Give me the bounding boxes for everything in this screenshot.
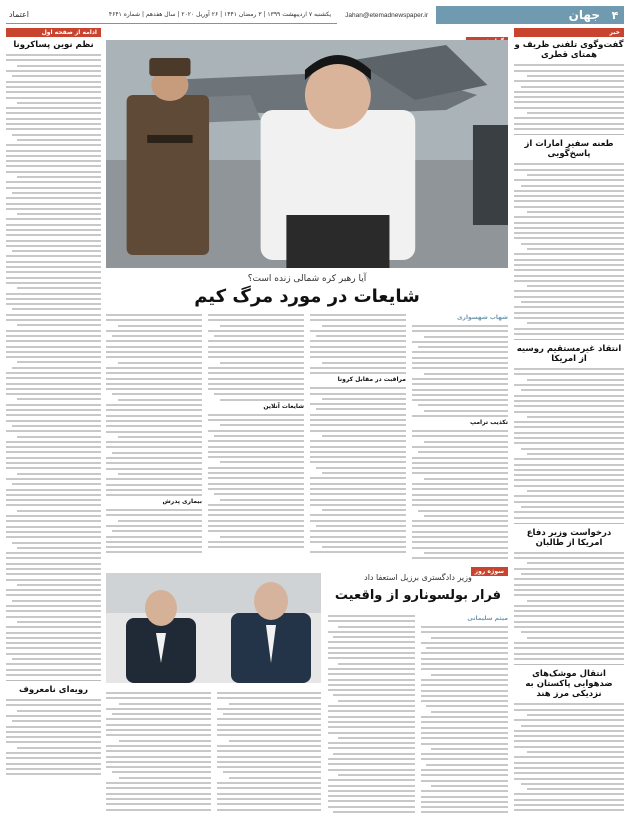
story-body xyxy=(217,690,322,814)
story-body xyxy=(208,412,304,548)
lower-story-columns xyxy=(106,690,321,814)
text-column xyxy=(106,312,202,552)
story-body xyxy=(514,550,624,660)
section-title: جهان xyxy=(436,6,606,24)
story-body xyxy=(412,323,508,417)
date-line: یکشنبه ۷ اردیبهشت ۱۳۹۹ | ۳ رمضان ۱۴۴۱ | ۲۶ آوریل ۲۰۲۰ | سال هفدهم | شماره ۴۶۴۱ xyxy=(32,6,337,24)
subhead: بیماری پدرش xyxy=(162,498,202,506)
story-body xyxy=(106,312,202,496)
story-body xyxy=(514,161,624,335)
main-kicker: آیا رهبر کره شمالی زنده است؟ xyxy=(247,274,367,284)
story-body xyxy=(310,385,406,553)
brazil-story-columns xyxy=(328,613,508,814)
subhead: مراقبت در مقابل کرونا xyxy=(337,376,406,384)
main-headline: شایعات در مورد مرگ کیم xyxy=(194,286,420,307)
divider xyxy=(6,680,101,681)
story-title: گفت‌وگوی تلفنی ظریف و همتای قطری xyxy=(514,40,624,61)
main-story-area xyxy=(106,28,508,814)
story-title: درخواست وزیر دفاع امریکا از طالبان xyxy=(526,527,612,548)
text-column xyxy=(421,613,508,814)
brazil-byline: میثم سلیمانی xyxy=(467,615,508,622)
left-column xyxy=(6,28,101,814)
story-title: طعنه سفیر امارات از پاسخ‌گویی xyxy=(524,138,614,160)
story-body xyxy=(514,366,624,518)
story-body xyxy=(6,52,101,676)
story-title: انتقاد غیرمستقیم روسیه از امریکا xyxy=(516,343,622,364)
text-column xyxy=(217,690,322,814)
story-body xyxy=(208,312,304,401)
divider xyxy=(514,664,624,665)
story-title: نظم نوین پساکرونا xyxy=(13,40,94,50)
byline: شهاب شهسواری xyxy=(457,314,508,321)
story-body xyxy=(328,613,415,814)
story-body xyxy=(514,701,624,814)
page-number: ۴ xyxy=(606,6,624,24)
story-body xyxy=(106,507,202,553)
story-body xyxy=(421,624,508,814)
brazil-headline: فرار بولسونارو از واقعیت xyxy=(334,588,502,603)
divider xyxy=(514,134,624,135)
story-body xyxy=(514,62,624,130)
news-tag: خبر xyxy=(514,28,624,37)
text-column xyxy=(208,312,304,552)
newspaper-logo: اعتماد xyxy=(6,6,32,24)
story-body xyxy=(310,312,406,374)
subhead: تکذیب ترامپ xyxy=(469,419,508,427)
bolsonaro-photo-image xyxy=(106,573,321,683)
section-email: Jahan@etemadnewspaper.ir xyxy=(345,11,428,19)
page-header xyxy=(6,6,624,24)
kim-photo xyxy=(106,40,508,268)
bolsonaro-photo xyxy=(106,573,321,683)
subhead: شایعات آنلاین xyxy=(263,402,304,410)
text-column xyxy=(412,312,508,552)
continued-tag: ادامه از صفحه اول xyxy=(6,28,101,37)
report-tag-wrap xyxy=(106,28,508,37)
text-column xyxy=(106,690,211,814)
text-column xyxy=(310,312,406,552)
divider xyxy=(514,339,624,340)
story-body xyxy=(6,697,101,775)
divider xyxy=(514,523,624,524)
brazil-kicker: وزیر دادگستری برزیل استعفا داد xyxy=(364,573,472,582)
brazil-tag: سوژه روز xyxy=(471,567,508,576)
story-body xyxy=(412,428,508,559)
story-title: رویه‌ای نامعروف xyxy=(18,684,89,695)
text-column xyxy=(328,613,415,814)
story-title: انتقال موشک‌های ضدهوایی پاکستان به نزدیکی مرز هند xyxy=(525,668,613,700)
right-news-column xyxy=(514,28,624,814)
story-body xyxy=(106,690,211,814)
main-story-columns xyxy=(106,312,508,552)
kim-photo-image xyxy=(106,40,508,268)
